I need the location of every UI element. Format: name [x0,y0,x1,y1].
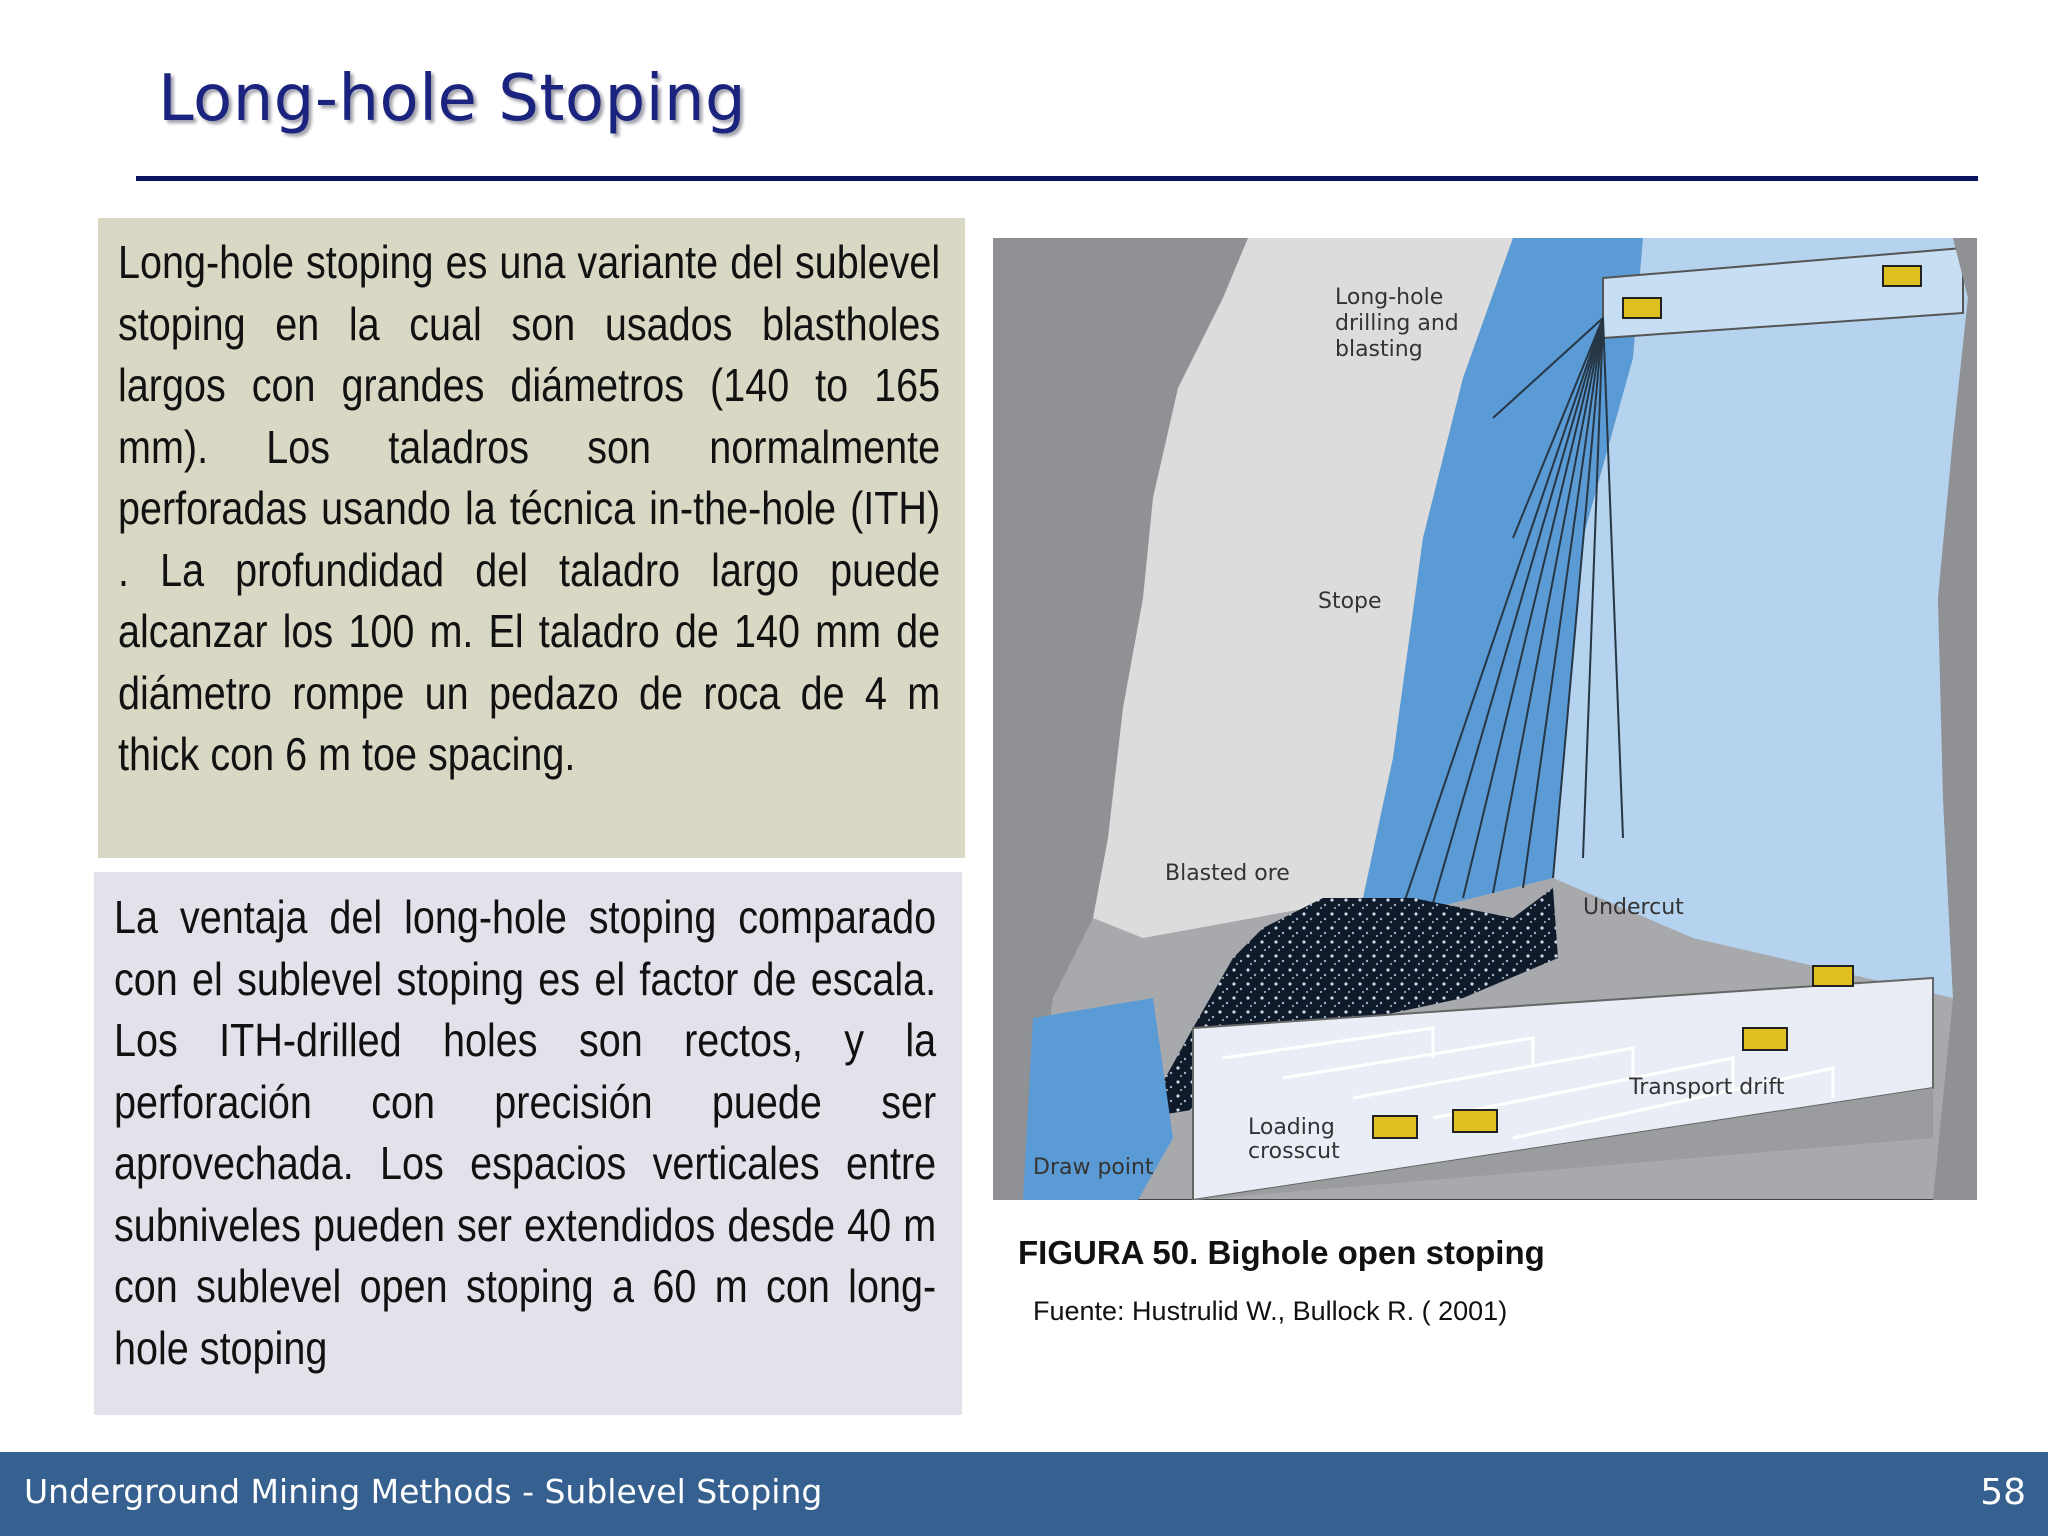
figure-source: Fuente: Hustrulid W., Bullock R. ( 2001) [1033,1296,1508,1326]
slide-title: Long-hole Stoping [158,62,747,136]
label-undercut: Undercut [1583,895,1684,920]
label-transport-drift: Transport drift [1629,1075,1785,1100]
label-drilling-3: blasting [1335,337,1423,362]
advantage-paragraph: La ventaja del long-hole stoping comparado con el sublevel stoping es el factor de escala. Los ITH-drilled holes son rectos, y la perforación con precisión puede ser aprovechada. Los espacios verticales entre subniveles pueden ser extendidos desde 40 m con sublevel open stoping a 60 m con long-hole stoping [114,891,937,1374]
stoping-diagram [993,238,1977,1200]
figure-caption: FIGURA 50. Bighole open stoping [1018,1234,1545,1271]
footer-title: Underground Mining Methods - Sublevel Stoping [24,1472,823,1511]
label-stope: Stope [1318,589,1382,614]
label-drilling-2: drilling and [1335,311,1459,336]
label-loading-1: Loading [1248,1115,1335,1140]
footer-bar [0,1452,2048,1536]
definition-paragraph: Long-hole stoping es una variante del sublevel stoping en la cual son usados blastholes largos con grandes diámetros (140 to 165 mm). Los taladros son normalmente perforadas usando la técnica in-the-hole (ITH) . La profundidad del taladro largo puede alcanzar los 100 m. El taladro de 140 mm de diámetro rompe un pedazo de roca de 4 m thick con 6 m toe spacing. [118,236,941,780]
label-draw-point: Draw point [1033,1155,1154,1180]
title-divider [136,176,1978,181]
label-drilling-1: Long-hole [1335,285,1444,310]
label-blasted-ore: Blasted ore [1165,861,1290,886]
label-loading-2: crosscut [1248,1139,1340,1164]
page-number: 58 [1980,1472,2026,1513]
